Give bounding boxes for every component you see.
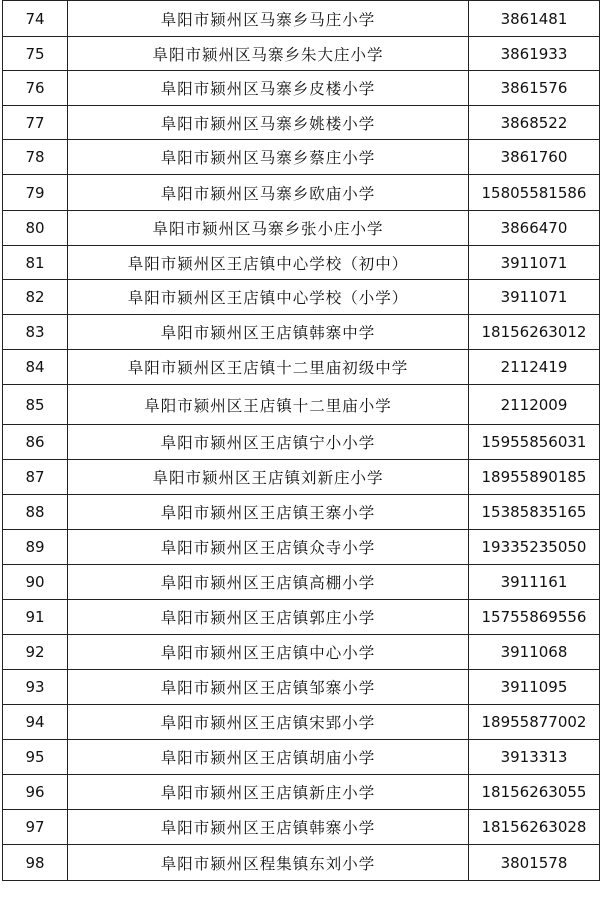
school-contact-table [2,0,600,881]
row-number: 75 [3,37,68,71]
row-number: 94 [3,705,68,740]
table-row [3,740,600,775]
phone-number: 19335235050 [469,530,600,565]
row-number: 76 [3,71,68,106]
school-name: 阜阳市颍州区马寨乡朱大庄小学 [68,37,469,71]
school-name: 阜阳市颍州区马寨乡皮楼小学 [68,71,469,106]
row-number: 88 [3,495,68,530]
row-number: 83 [3,315,68,350]
school-name: 阜阳市颍州区马寨乡马庄小学 [68,1,469,37]
row-number: 78 [3,140,68,175]
school-name: 阜阳市颍州区王店镇高棚小学 [68,565,469,600]
school-name: 阜阳市颍州区王店镇十二里庙初级中学 [68,350,469,385]
phone-number: 3911095 [469,670,600,705]
phone-number: 18156263028 [469,810,600,845]
table-row [3,211,600,246]
row-number: 92 [3,635,68,670]
school-name: 阜阳市颍州区王店镇邹寨小学 [68,670,469,705]
school-name: 阜阳市颍州区王店镇韩寨小学 [68,810,469,845]
table-body [3,1,600,881]
row-number: 77 [3,106,68,140]
school-name: 阜阳市颍州区马寨乡欧庙小学 [68,175,469,211]
row-number: 95 [3,740,68,775]
table-row [3,140,600,175]
phone-number: 18955877002 [469,705,600,740]
row-number: 84 [3,350,68,385]
phone-number: 18955890185 [469,460,600,495]
table-row [3,670,600,705]
row-number: 89 [3,530,68,565]
school-name: 阜阳市颍州区王店镇众寺小学 [68,530,469,565]
table-row [3,495,600,530]
row-number: 93 [3,670,68,705]
row-number: 80 [3,211,68,246]
table-row [3,1,600,37]
table-row [3,280,600,315]
school-name: 阜阳市颍州区王店镇中心学校（初中） [68,246,469,280]
table-row [3,635,600,670]
phone-number: 15805581586 [469,175,600,211]
row-number: 86 [3,425,68,460]
school-name: 阜阳市颍州区程集镇东刘小学 [68,845,469,881]
school-name: 阜阳市颍州区王店镇中心小学 [68,635,469,670]
school-name: 阜阳市颍州区王店镇宋郢小学 [68,705,469,740]
school-name: 阜阳市颍州区马寨乡张小庄小学 [68,211,469,246]
phone-number: 3911071 [469,246,600,280]
phone-number: 3801578 [469,845,600,881]
table-row [3,705,600,740]
row-number: 97 [3,810,68,845]
table-row [3,460,600,495]
school-name: 阜阳市颍州区王店镇韩寨中学 [68,315,469,350]
school-contact-table-container [2,0,598,881]
phone-number: 3868522 [469,106,600,140]
table-row [3,810,600,845]
school-name: 阜阳市颍州区王店镇十二里庙小学 [68,385,469,425]
school-name: 阜阳市颍州区王店镇新庄小学 [68,775,469,810]
row-number: 74 [3,1,68,37]
school-name: 阜阳市颍州区王店镇中心学校（小学） [68,280,469,315]
row-number: 82 [3,280,68,315]
row-number: 87 [3,460,68,495]
phone-number: 3861481 [469,1,600,37]
phone-number: 2112009 [469,385,600,425]
phone-number: 3866470 [469,211,600,246]
phone-number: 3913313 [469,740,600,775]
school-name: 阜阳市颍州区马寨乡蔡庄小学 [68,140,469,175]
row-number: 85 [3,385,68,425]
school-name: 阜阳市颍州区王店镇郭庄小学 [68,600,469,635]
phone-number: 3861760 [469,140,600,175]
table-row [3,315,600,350]
row-number: 91 [3,600,68,635]
table-row [3,37,600,71]
row-number: 79 [3,175,68,211]
school-name: 阜阳市颍州区王店镇胡庙小学 [68,740,469,775]
table-row [3,246,600,280]
phone-number: 3911071 [469,280,600,315]
table-row [3,530,600,565]
school-name: 阜阳市颍州区王店镇宁小小学 [68,425,469,460]
phone-number: 3861576 [469,71,600,106]
table-row [3,175,600,211]
phone-number: 15955856031 [469,425,600,460]
phone-number: 15385835165 [469,495,600,530]
phone-number: 2112419 [469,350,600,385]
phone-number: 18156263055 [469,775,600,810]
row-number: 81 [3,246,68,280]
table-row [3,106,600,140]
phone-number: 3861933 [469,37,600,71]
school-name: 阜阳市颍州区马寨乡姚楼小学 [68,106,469,140]
phone-number: 3911161 [469,565,600,600]
table-row [3,350,600,385]
table-row [3,600,600,635]
table-row [3,565,600,600]
phone-number: 18156263012 [469,315,600,350]
table-row [3,385,600,425]
school-name: 阜阳市颍州区王店镇王寨小学 [68,495,469,530]
row-number: 98 [3,845,68,881]
row-number: 90 [3,565,68,600]
table-row [3,71,600,106]
phone-number: 15755869556 [469,600,600,635]
table-row [3,425,600,460]
table-row [3,775,600,810]
phone-number: 3911068 [469,635,600,670]
school-name: 阜阳市颍州区王店镇刘新庄小学 [68,460,469,495]
table-row [3,845,600,881]
row-number: 96 [3,775,68,810]
